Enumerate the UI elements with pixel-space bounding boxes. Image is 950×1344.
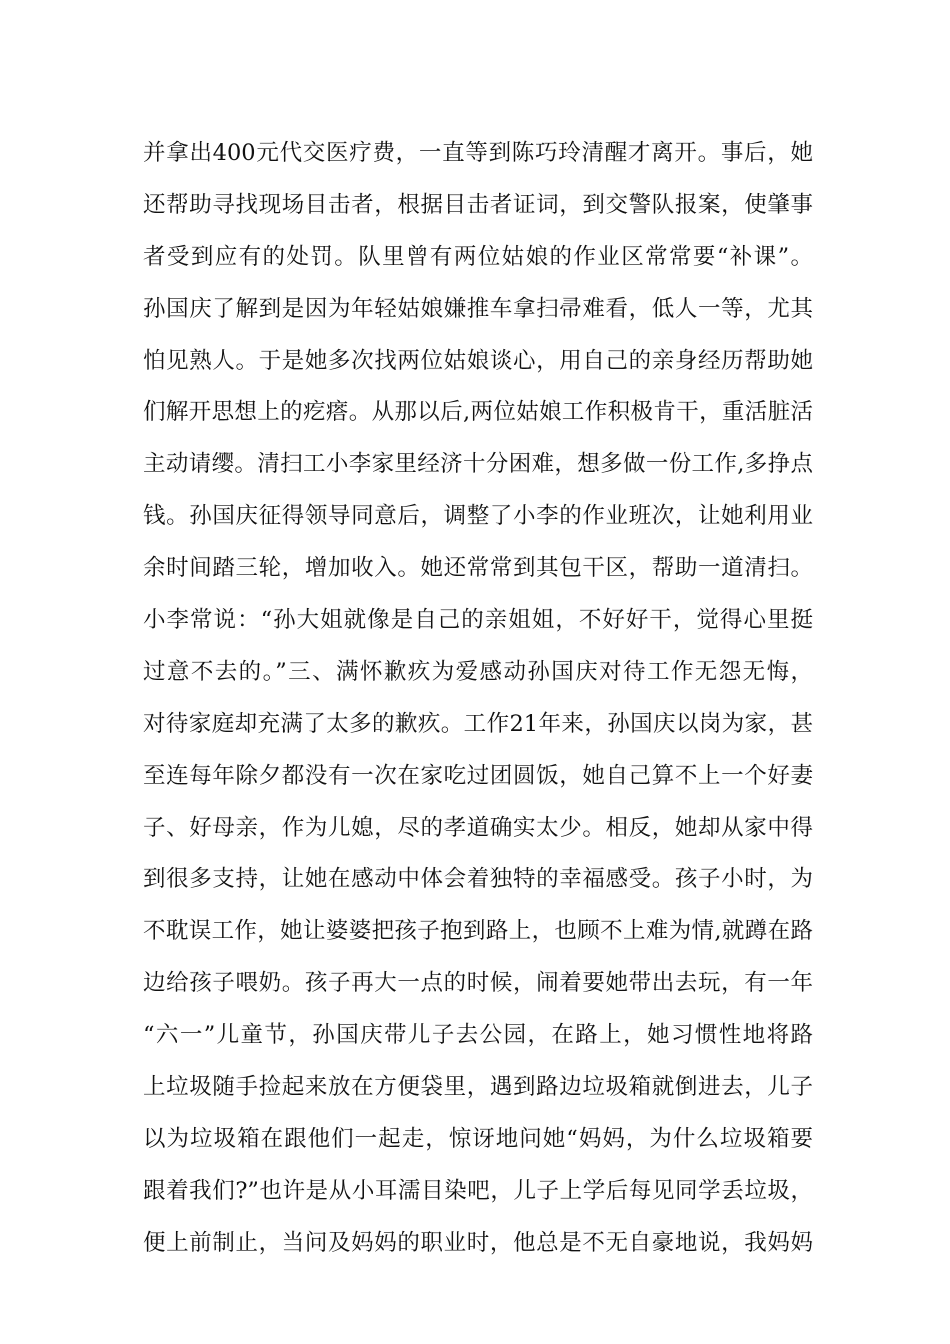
text-line: 子、好母亲，作为儿媳，尽的孝道确实太少。相反，她却从家中得 [143, 814, 813, 841]
text-line: 小李常说：“孙大姐就像是自己的亲姐姐，不好好干，觉得心里挺 [143, 607, 813, 634]
text-line: 到很多支持，让她在感动中体会着独特的幸福感受。孩子小时，为 [143, 866, 813, 893]
text-line: 并拿出400元代交医疗费，一直等到陈巧玲清醒才离开。事后，她 [143, 140, 813, 166]
text-line: 便上前制止，当问及妈妈的职业时，他总是不无自豪地说，我妈妈 [143, 1229, 813, 1256]
text-line: 跟着我们?”也许是从小耳濡目染吧，儿子上学后每见同学丢垃圾， [143, 1177, 813, 1204]
text-line: 以为垃圾箱在跟他们一起走，惊讶地问她“妈妈，为什么垃圾箱要 [143, 1125, 813, 1152]
body-text [143, 128, 813, 1270]
text-line: 孙国庆了解到是因为年轻姑娘嫌推车拿扫帚难看，低人一等，尤其 [143, 295, 813, 322]
text-line: 上垃圾随手捡起来放在方便袋里，遇到路边垃圾箱就倒进去，儿子 [143, 1074, 813, 1101]
text-line: 不耽误工作，她让婆婆把孩子抱到路上，也顾不上难为情,就蹲在路 [143, 918, 813, 945]
text-line: 至连每年除夕都没有一次在家吃过团圆饭，她自己算不上一个好妻 [143, 762, 813, 789]
text-line: “六一”儿童节，孙国庆带儿子去公园，在路上，她习惯性地将路 [143, 1022, 813, 1049]
text-line: 边给孩子喂奶。孩子再大一点的时候，闹着要她带出去玩，有一年 [143, 970, 813, 997]
text-line: 过意不去的。”三、满怀歉疚为爱感动孙国庆对待工作无怨无悔， [143, 658, 813, 685]
text-line: 余时间踏三轮，增加收入。她还常常到其包干区，帮助一道清扫。 [143, 555, 813, 582]
text-line: 们解开思想上的疙瘩。从那以后,两位姑娘工作积极肯干，重活脏活 [143, 399, 813, 426]
text-line: 怕见熟人。于是她多次找两位姑娘谈心，用自己的亲身经历帮助她 [143, 347, 813, 374]
text-line: 钱。孙国庆征得领导同意后，调整了小李的作业班次，让她利用业 [143, 503, 813, 530]
text-line: 主动请缨。清扫工小李家里经济十分困难，想多做一份工作,多挣点 [143, 451, 813, 478]
text-line: 者受到应有的处罚。队里曾有两位姑娘的作业区常常要“补课”。 [143, 243, 813, 270]
text-line: 还帮助寻找现场目击者，根据目击者证词，到交警队报案，使肇事 [143, 191, 813, 218]
text-line: 对待家庭却充满了太多的歉疚。工作21年来，孙国庆以岗为家，甚 [143, 710, 813, 737]
